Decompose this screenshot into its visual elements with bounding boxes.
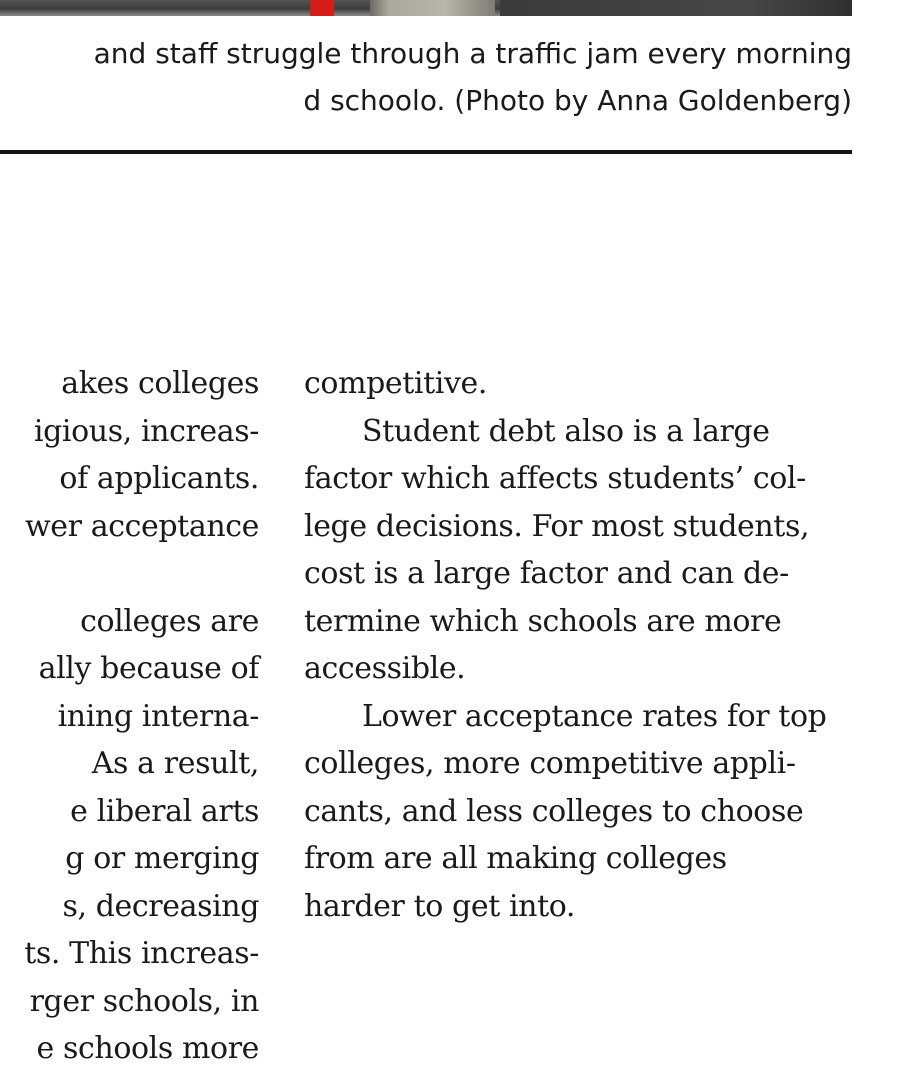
text-line: colleges, more competitive appli- [304, 746, 796, 781]
text-line: accessible. [304, 651, 466, 686]
text-line: rger schools, in [29, 983, 259, 1019]
text-line: ally because of [38, 651, 259, 686]
photo-bottom-edge [0, 0, 852, 16]
paragraph-start-line: Lower acceptance rates for top [362, 698, 827, 734]
text-line: e liberal arts [70, 793, 259, 829]
photo-pale-detail [370, 0, 495, 16]
text-line: cants, and less colleges to choose [304, 793, 804, 829]
text-line: factor which affects students’ col- [304, 461, 806, 496]
text-line: of applicants. [59, 461, 259, 496]
photo-caption [0, 30, 852, 124]
text-line: from are all making colleges [304, 841, 727, 876]
caption-line: and staff struggle through a traffic jam every morning [93, 37, 852, 70]
text-line: wer acceptance [25, 508, 259, 544]
caption-divider-rule [0, 150, 852, 154]
article-column-right [304, 360, 864, 930]
photo-red-detail [310, 0, 334, 16]
text-line: termine which schools are more [304, 603, 782, 639]
text-line: e schools more [36, 1031, 259, 1066]
article-column-left [0, 360, 259, 1073]
text-line: harder to get into. [304, 888, 576, 924]
text-line: cost is a large factor and can de- [304, 556, 789, 591]
text-line: lege decisions. For most students, [304, 508, 810, 544]
text-line: colleges are [80, 603, 259, 639]
text-line: akes colleges [61, 366, 259, 401]
text-line: ts. This increas- [24, 936, 259, 971]
caption-line: d schoolo. (Photo by Anna Goldenberg) [303, 84, 852, 117]
text-line: As a result, [91, 746, 259, 781]
text-line: competitive. [304, 366, 488, 401]
paragraph-start-line: Student debt also is a large [362, 413, 770, 449]
text-line [0, 550, 259, 598]
photo-dark-detail [500, 0, 852, 16]
text-line: s, decreasing [62, 888, 259, 924]
text-line: ining interna- [57, 698, 259, 734]
text-line: g or merging [65, 841, 259, 876]
text-line: igious, increas- [33, 413, 259, 449]
